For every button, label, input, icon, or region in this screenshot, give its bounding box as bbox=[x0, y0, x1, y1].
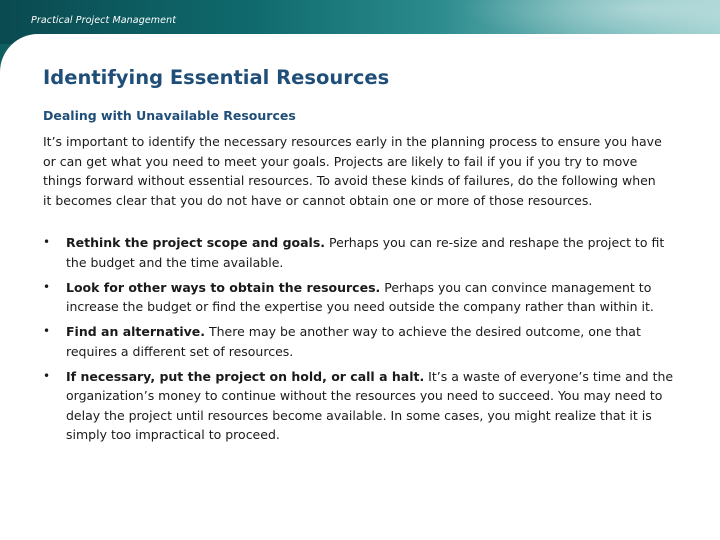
bullet-marker: • bbox=[43, 235, 51, 249]
bullet-marker: • bbox=[43, 324, 51, 338]
course-title: Practical Project Management bbox=[31, 15, 177, 26]
intro-paragraph: It’s important to identify the necessary resources early in the planning process to ensure you have or can get what you need to meet your goals. Projects are likely to fail if you if you try to move things forward without essential resources. To avoid these kinds of failures, do the following when it becomes clear that you do not have or cannot obtain one or more of those resources. bbox=[43, 134, 662, 208]
bullet-lead: Look for other ways to obtain the resources. bbox=[66, 279, 381, 295]
bullet-text: Perhaps you can re-size and reshape the project to fit the budget and the time available. bbox=[66, 235, 665, 270]
bullet-text: It’s a waste of everyone’s time and the organization’s money to continue without the resources you need to succeed. You may need to delay the project until resources become available. In some cases, you might realize that it is simply too impractical to proceed. bbox=[66, 368, 674, 442]
bullet-marker: • bbox=[43, 368, 51, 383]
bullet-lead: Rethink the project scope and goals. bbox=[66, 235, 326, 250]
bullet-text: There may be another way to achieve the desired outcome, one that requires a different set of resources. bbox=[66, 324, 641, 359]
bullet-item bbox=[43, 322, 683, 361]
bullet-text: Perhaps you can convince management to increase the budget or find the expertise you need outside the company rather than within it. bbox=[66, 279, 654, 314]
section-subtitle: Dealing with Unavailable Resources bbox=[43, 108, 296, 123]
slide-title: Identifying Essential Resources bbox=[43, 66, 390, 89]
bullet-lead: If necessary, put the project on hold, or call a halt. bbox=[66, 368, 425, 384]
bullet-list bbox=[43, 233, 683, 450]
bullet-item bbox=[43, 367, 683, 445]
bullet-item bbox=[43, 278, 683, 317]
bullet-lead: Find an alternative. bbox=[66, 324, 206, 339]
bullet-marker: • bbox=[43, 279, 51, 294]
bullet-item bbox=[43, 233, 683, 272]
